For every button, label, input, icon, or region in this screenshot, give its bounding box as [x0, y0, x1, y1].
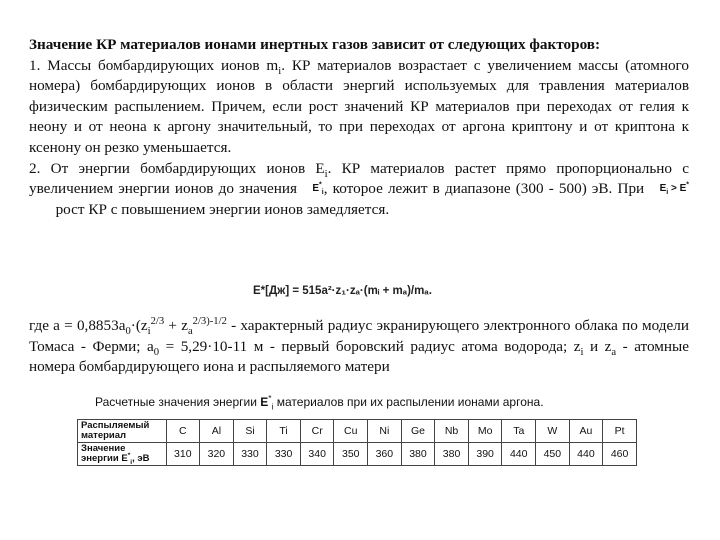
table-cell-energy: 390	[468, 443, 502, 466]
table-cell-material: Pt	[603, 420, 637, 443]
factor-2: 2. От энергии бомбардирующих ионов $E_i$. КР материалов растет прямо пропорционально с увеличением энергии ионов до значения $E^*_i$, которое лежит в диапазоне (300 - 500) эВ. При $E_i > E^*$ рост КР с повышением энергии ионов замедляется.	[29, 159, 690, 218]
table-cell-material: Nb	[435, 420, 469, 443]
main-paragraph	[29, 35, 689, 221]
table-cell-energy: 330	[233, 443, 267, 466]
table-cell-energy: 310	[166, 443, 200, 466]
energy-table	[77, 419, 637, 466]
definition-paragraph: где $a = 0,8853a_0\cdot(z_i^{2/3} + z_a^{2/3)-1/2}$ - характерный радиус экранирующего электронного облака по модели Томаса - Ферми; $a_0 = 5,29\cdot 10-11$ м - первый боровский радиус атома водорода; $z_i$ и $z_a$ - атомные номера бомбардирующего иона и распыляемого матери	[29, 315, 689, 376]
energy-formula: E*[Дж] = 515a²·z₁·zₐ·(mᵢ + mₐ)/mₐ.	[253, 285, 432, 297]
factors-heading: Значение КР материалов ионами инертных газов зависит от следующих факторов:	[29, 36, 601, 53]
table-cell-material: Ta	[502, 420, 536, 443]
table-title: Расчетные значения энергии $E^*_i$ материалов при их распылении ионами аргона.	[95, 393, 544, 412]
table-cell-energy: 440	[569, 443, 603, 466]
table-cell-material: W	[536, 420, 570, 443]
row-header-energy: Значение энергии $E^*_i$, эВ	[78, 443, 167, 466]
table-cell-material: Si	[233, 420, 267, 443]
table-cell-material: Ge	[401, 420, 435, 443]
table-row	[78, 443, 637, 466]
table-cell-energy: 330	[267, 443, 301, 466]
table-row	[78, 420, 637, 443]
table-cell-material: Cu	[334, 420, 368, 443]
table-cell-energy: 340	[300, 443, 334, 466]
table-cell-energy: 320	[200, 443, 234, 466]
table-cell-energy: 360	[368, 443, 402, 466]
energy-inequality: $E_i > E^*$	[659, 182, 690, 197]
table-cell-energy: 350	[334, 443, 368, 466]
energy-threshold-symbol: $E^*_i$	[312, 182, 324, 197]
table-cell-material: Al	[200, 420, 234, 443]
table-cell-energy: 380	[401, 443, 435, 466]
row-header-material: Распыляемый материал	[78, 420, 167, 443]
table-cell-material: Au	[569, 420, 603, 443]
table-cell-material: Mo	[468, 420, 502, 443]
energy-table-block	[77, 393, 637, 466]
table-cell-energy: 380	[435, 443, 469, 466]
table-cell-energy: 450	[536, 443, 570, 466]
table-cell-energy: 460	[603, 443, 637, 466]
table-cell-energy: 440	[502, 443, 536, 466]
factor-1: 1. Массы бомбардирующих ионов $m_i$. КР материалов возрастает с увеличением массы (атомного номера) бомбардирующих ионов в области энергий используемых для травления материалов физическим распылением. Причем, если рост значений КР материалов при переходах от гелия к неону и от неона к аргону значительный, то при переходах от аргона криптону и от криптона к ксенону он резко уменьшается.	[29, 56, 690, 156]
table-cell-material: Ti	[267, 420, 301, 443]
table-cell-material: Ni	[368, 420, 402, 443]
table-cell-material: Cr	[300, 420, 334, 443]
table-cell-material: C	[166, 420, 200, 443]
